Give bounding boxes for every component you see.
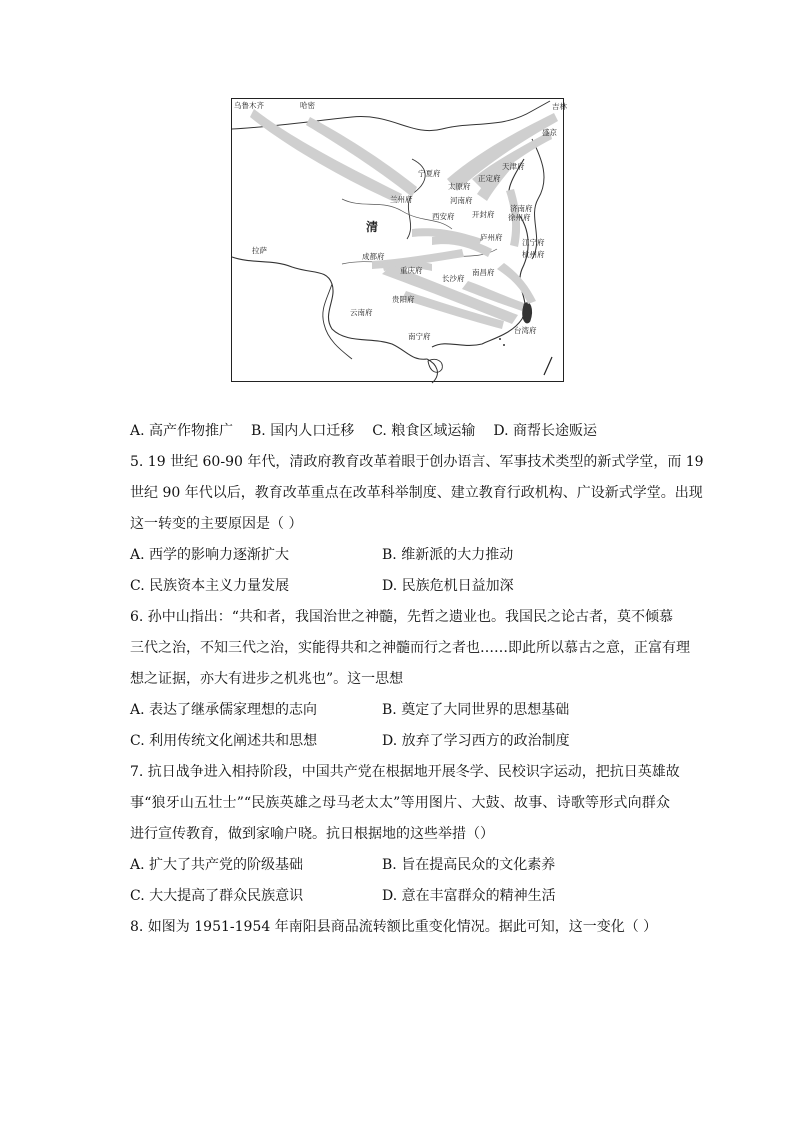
label-tianjin: 天津府 — [502, 162, 525, 171]
label-taiwan: 台湾府 — [514, 326, 537, 335]
label-guiyang: 贵阳府 — [392, 295, 415, 304]
q4-option-d[interactable]: D. 商帮长途贩运 — [493, 423, 597, 439]
label-chongqing: 重庆府 — [400, 266, 423, 275]
label-urumqi: 乌鲁木齐 — [234, 101, 264, 110]
label-qing: 清 — [366, 220, 379, 234]
question-5 — [130, 447, 704, 602]
question-8 — [130, 912, 670, 943]
q7-option-d[interactable]: D. 意在丰富群众的精神生活 — [382, 888, 556, 904]
label-jiangning: 江宁府 — [522, 238, 545, 247]
label-ningxia: 宁夏府 — [418, 169, 441, 178]
q5-stem-line: 这一转变的主要原因是（ ） — [130, 516, 303, 532]
q4-option-b[interactable]: B. 国内人口迁移 — [251, 423, 355, 439]
q5-option-c[interactable]: C. 民族资本主义力量发展 — [130, 578, 290, 594]
q5-stem-line: 世纪 90 年代以后，教育改革重点在改革科举制度、建立教育行政机构、广设新式学堂。出现 — [130, 485, 703, 501]
q4-option-c[interactable]: C. 粮食区域运输 — [372, 423, 476, 439]
q5-option-b[interactable]: B. 维新派的大力推动 — [382, 547, 514, 563]
q4-options — [130, 416, 670, 447]
q6-option-row — [130, 695, 670, 726]
label-jinan: 济南府 — [510, 204, 533, 213]
label-zhengding: 正定府 — [478, 174, 501, 183]
q5-option-row — [130, 540, 670, 571]
map-graphic — [232, 99, 565, 383]
q7-stem-line: 7. 抗日战争进入相持阶段，中国共产党在根据地开展冬学、民校识字运动，把抗日英雄故 — [130, 764, 680, 780]
label-lhasa: 拉萨 — [252, 246, 267, 255]
q7-option-row — [130, 850, 670, 881]
island-dot — [499, 338, 501, 340]
label-xuzhou: 徐州府 — [508, 213, 531, 222]
label-jilin: 吉林 — [552, 102, 567, 111]
label-shengjing: 盛京 — [542, 128, 557, 137]
q5-option-row — [130, 571, 670, 602]
q5-option-d[interactable]: D. 民族危机日益加深 — [382, 578, 514, 594]
arrow-to-urumqi — [250, 109, 402, 203]
q4-option-row — [130, 416, 670, 447]
island-dot — [503, 344, 505, 346]
q6-option-d[interactable]: D. 放弃了学习西方的政治制度 — [382, 733, 570, 749]
q6-stem-line: 三代之治，不知三代之治，实能得共和之神髓而行之者也……即此所以慕古之意，正富有理 — [130, 640, 690, 656]
label-hami: 哈密 — [300, 101, 315, 110]
q6-option-c[interactable]: C. 利用传统文化阐述共和思想 — [130, 733, 318, 749]
q8-stem-line: 8. 如图为 1951-1954 年南阳县商品流转额比重变化情况。据此可知，这一变化（ ） — [130, 919, 658, 935]
label-xian: 西安府 — [432, 212, 455, 221]
label-henan: 河南府 — [450, 196, 473, 205]
label-luzhou: 庐州府 — [480, 233, 503, 242]
arrow-to-jilin — [447, 113, 558, 191]
label-hangzhou: 杭州府 — [522, 250, 545, 259]
label-lanzhou: 兰州府 — [390, 195, 413, 204]
scale-mark — [544, 357, 552, 375]
q7-option-a[interactable]: A. 扩大了共产党的阶级基础 — [130, 857, 304, 873]
question-6 — [130, 602, 690, 757]
q7-option-b[interactable]: B. 旨在提高民众的文化素养 — [382, 857, 556, 873]
q7-stem-line: 进行宣传教育，做到家喻户晓。抗日根据地的这些举措（） — [130, 826, 494, 842]
migration-map — [231, 98, 567, 382]
label-kaifeng: 开封府 — [472, 210, 495, 219]
label-changsha: 长沙府 — [442, 274, 465, 283]
q7-option-row — [130, 881, 670, 912]
taiwan-island — [523, 303, 532, 323]
q4-option-a[interactable]: A. 高产作物推广 — [130, 423, 234, 439]
label-nanchang: 南昌府 — [472, 268, 495, 277]
question-7 — [130, 757, 680, 912]
q6-option-a[interactable]: A. 表达了继承儒家理想的志向 — [130, 702, 318, 718]
india-border — [323, 284, 352, 359]
q6-option-row — [130, 726, 670, 757]
label-taiyuan: 太原府 — [448, 182, 471, 191]
label-nanning: 南宁府 — [408, 332, 431, 341]
northern-border — [232, 101, 550, 131]
label-chengdu: 成都府 — [362, 252, 385, 261]
q5-stem-line: 5. 19 世纪 60-90 年代，清政府教育改革着眼于创办语言、军事技术类型的新式学堂，而 19 — [130, 454, 704, 470]
q5-option-a[interactable]: A. 西学的影响力逐渐扩大 — [130, 547, 290, 563]
q7-stem-line: 事“狼牙山五壮士”“民族英雄之母马老太太”等用图片、大鼓、故事、诗歌等形式向群众 — [130, 795, 670, 811]
q6-stem-line: 6. 孙中山指出：“共和者，我国治世之神髓，先哲之遗业也。我国民之论古者，莫不倾慕 — [130, 609, 673, 625]
q6-stem-line: 想之证据，亦大有进步之机兆也”。这一思想 — [130, 671, 404, 687]
q6-option-b[interactable]: B. 奠定了大同世界的思想基础 — [382, 702, 570, 718]
q7-option-c[interactable]: C. 大大提高了群众民族意识 — [130, 888, 304, 904]
label-yunnan: 云南府 — [350, 308, 373, 317]
